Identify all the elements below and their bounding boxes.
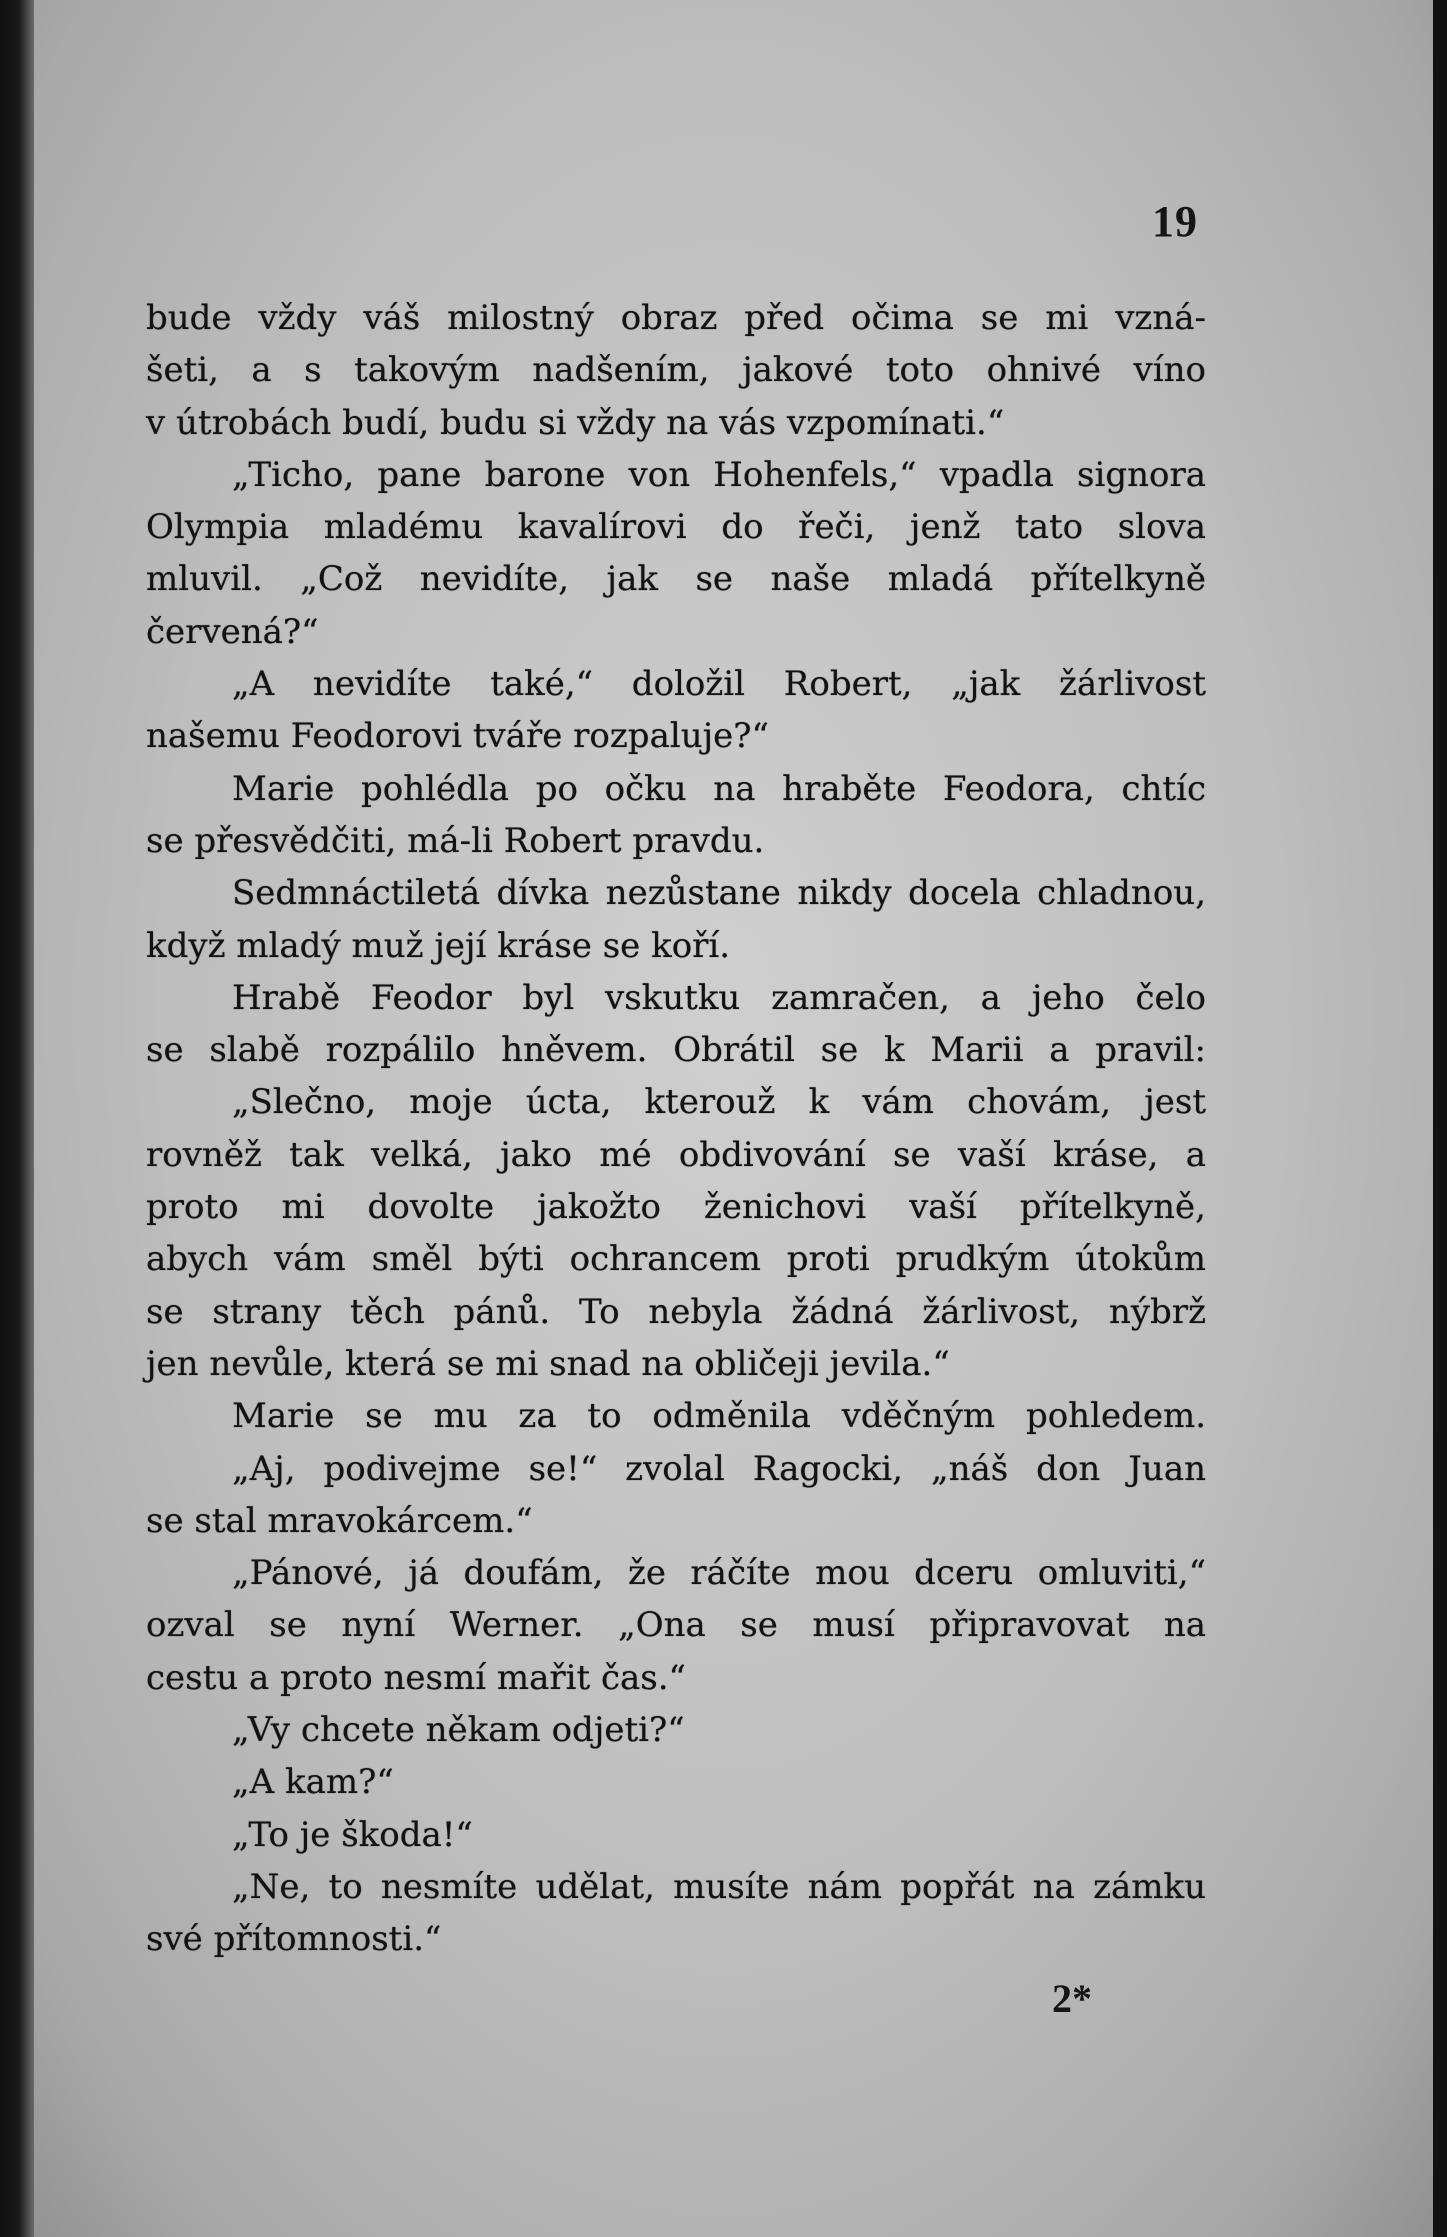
text-line: rovněž tak velká, jako mé obdivování se vaší kráse, a <box>146 1134 1206 1175</box>
text-line: šeti, a s takovým nadšením, jakové toto ohnivé víno <box>146 350 1206 391</box>
text-line: Sedmnáctiletá dívka nezůstane nikdy docela chladnou, <box>232 873 1206 914</box>
text-line: „Ticho, pane barone von Hohenfels,“ vpadla signora <box>232 454 1206 495</box>
text-line: našemu Feodorovi tváře rozpaluje?“ <box>146 716 769 757</box>
text-line: bude vždy váš milostný obraz před očima se mi vzná- <box>146 298 1206 338</box>
text-line: „To je škoda!“ <box>232 1814 473 1855</box>
text-line: jen nevůle, která se mi snad na obličeji jevila.“ <box>146 1343 950 1384</box>
text-line: Olympia mladému kavalírovi do řeči, jenž tato slova <box>146 507 1206 548</box>
text-line: své přítomnosti.“ <box>146 1919 442 1960</box>
text-line: „A kam?“ <box>232 1762 394 1803</box>
text-line: červená?“ <box>146 611 319 652</box>
text-line: „Ne, to nesmíte udělat, musíte nám popřát na zámku <box>232 1866 1206 1907</box>
scan-right-edge <box>1433 0 1447 2237</box>
text-line: proto mi dovolte jakožto ženichovi vaší přítelkyně, <box>146 1187 1206 1228</box>
text-line: když mladý muž její kráse se koří. <box>146 925 731 966</box>
text-line: cestu a proto nesmí mařit čas.“ <box>146 1657 686 1698</box>
text-line: „Pánové, já doufám, že ráčíte mou dceru omluviti,“ <box>232 1553 1206 1594</box>
text-line: mluvil. „Což nevidíte, jak se naše mladá přítelkyně <box>146 559 1206 600</box>
signature-mark: 2* <box>1052 1976 1092 2021</box>
text-line: se stal mravokárcem.“ <box>146 1500 533 1541</box>
text-line: se přesvědčiti, má-li Robert pravdu. <box>146 820 765 861</box>
text-line: „Vy chcete někam odjeti?“ <box>232 1710 685 1751</box>
text-line: se slabě rozpálilo hněvem. Obrátil se k Marii a pravil: <box>146 1030 1206 1071</box>
text-line: Hrabě Feodor byl vskutku zamračen, a jeho čelo <box>232 977 1206 1018</box>
scan-left-edge <box>0 0 34 2237</box>
text-line: „A nevidíte také,“ doložil Robert, „jak žárlivost <box>232 664 1206 705</box>
text-line: Marie pohlédla po očku na hraběte Feodora, chtíc <box>232 768 1206 809</box>
text-line: ozval se nyní Werner. „Ona se musí připravovat na <box>146 1605 1206 1646</box>
text-line: „Slečno, moje úcta, kterouž k vám chovám, jest <box>232 1082 1206 1123</box>
body-text <box>146 292 1206 1966</box>
page-number: 19 <box>1152 197 1198 246</box>
text-line: se strany těch pánů. To nebyla žádná žárlivost, nýbrž <box>146 1291 1206 1332</box>
text-line: Marie se mu za to odměnila vděčným pohledem. <box>232 1396 1206 1437</box>
text-line: v útrobách budí, budu si vždy na vás vzpomínati.“ <box>146 402 1005 443</box>
text-line: abych vám směl býti ochrancem proti prudkým útokům <box>146 1239 1206 1280</box>
text-line: „Aj, podivejme se!“ zvolal Ragocki, „náš don Juan <box>232 1448 1206 1489</box>
